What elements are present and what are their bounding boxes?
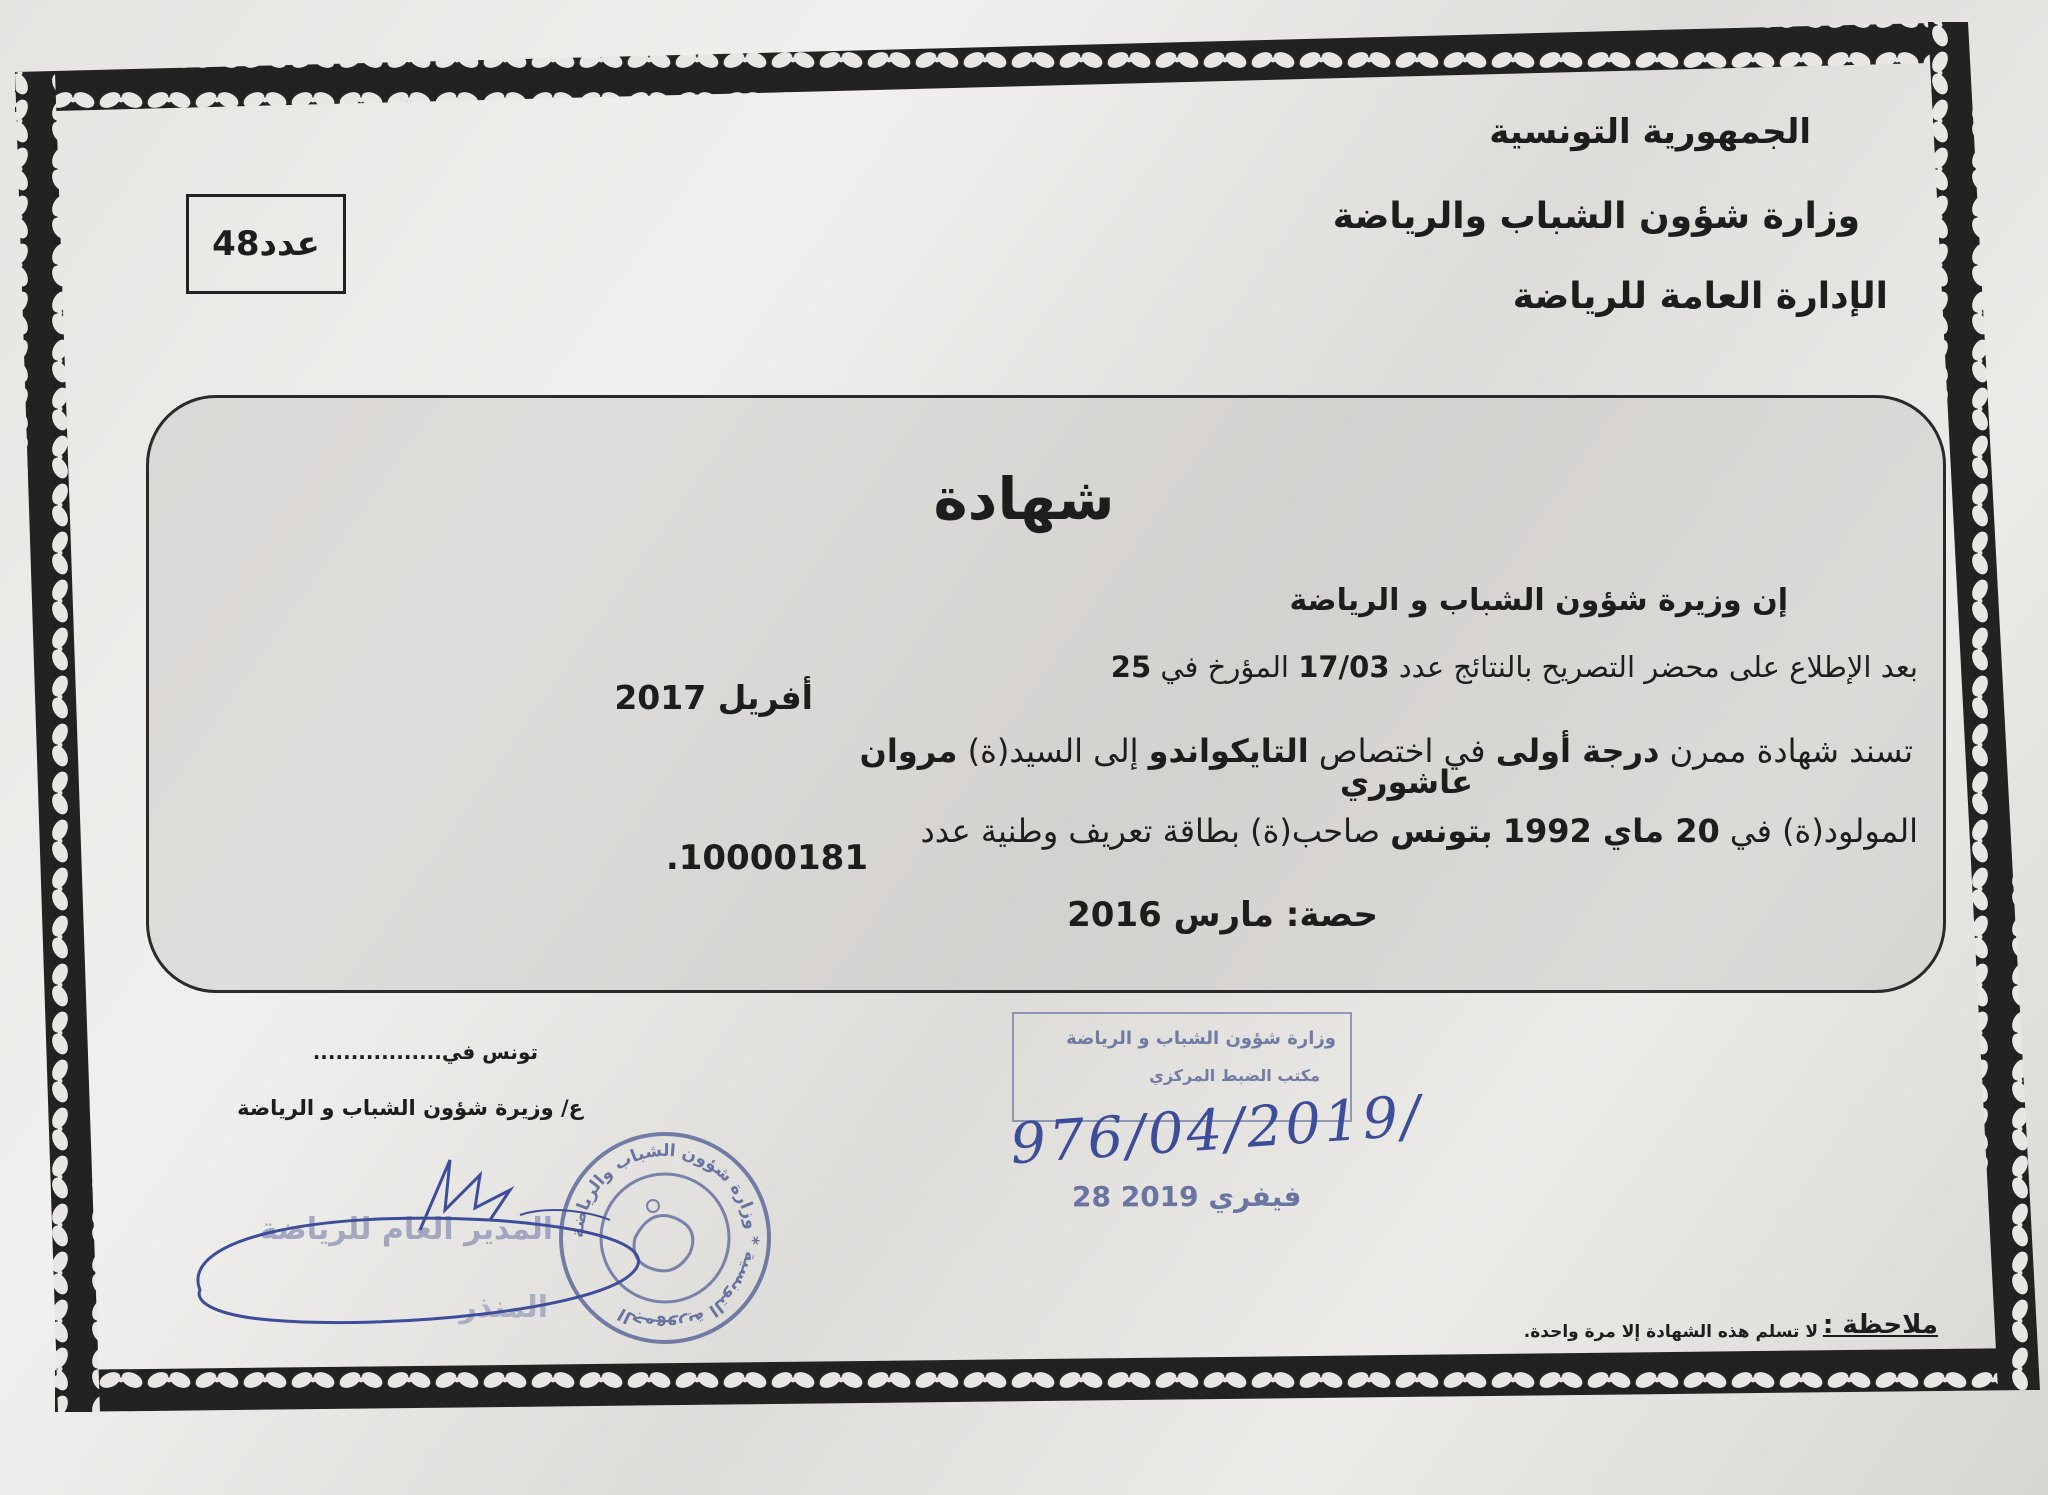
header-ministry: وزارة شؤون الشباب والرياضة xyxy=(1332,196,1860,237)
session-value: مارس 2016 xyxy=(1067,895,1274,935)
registry-stamp-line-1: وزارة شؤون الشباب و الرياضة xyxy=(1066,1028,1336,1049)
line3-suffix: إلى السيد(ة) xyxy=(967,732,1139,770)
holder-last-name: عاشوري xyxy=(1339,763,1473,801)
session-label: حصة: xyxy=(1285,895,1378,935)
line5-suffix: صاحب(ة) بطاقة تعريف وطنية عدد xyxy=(920,812,1380,850)
signature-scribble xyxy=(190,1150,670,1350)
header-republic: الجمهورية التونسية xyxy=(1489,112,1811,152)
round-stamp-text: الجمهورية التونسية * وزارة شؤون الشباب والرياضة xyxy=(567,1140,763,1336)
line3-middle: في اختصاص xyxy=(1318,732,1486,770)
line5-prefix: المولود(ة) في xyxy=(1729,812,1918,850)
signatory-line: ع/ وزيرة شؤون الشباب و الرياضة xyxy=(237,1096,583,1120)
top-border xyxy=(15,22,1968,112)
national-id-number: 10000181. xyxy=(665,838,868,878)
note-label: ملاحظة : xyxy=(1822,1310,1938,1340)
left-border xyxy=(15,72,100,1412)
body-line-5 xyxy=(921,812,1918,850)
birth-date: 20 ماي 1992 xyxy=(1502,812,1720,850)
report-day: 25 xyxy=(1110,650,1152,684)
holder-first-name: مروان xyxy=(859,732,958,770)
registry-stamp-line-2: مكتب الضبط المركزي xyxy=(1149,1066,1320,1085)
handwritten-registration-number: 976/04/2019/ xyxy=(1008,1083,1426,1178)
discipline: التايكواندو xyxy=(1148,732,1309,770)
coach-degree: درجة أولى xyxy=(1495,732,1660,770)
body-line-2: أفريل 2017 xyxy=(614,678,813,717)
bottom-border xyxy=(55,1348,2030,1412)
line1-middle: المؤرخ في xyxy=(1160,650,1289,684)
note-text: لا تسلم هذه الشهادة إلا مرة واحدة. xyxy=(1523,1322,1818,1342)
place-date-line: تونس في................. xyxy=(312,1040,538,1064)
line1-prefix: بعد الإطلاع على محضر التصريح بالنتائج عدد xyxy=(1398,650,1918,684)
registration-date-stamp: 28 فيفري 2019 xyxy=(1072,1180,1302,1213)
header-directorate: الإدارة العامة للرياضة xyxy=(1512,276,1888,317)
signature-name-text: المنذر xyxy=(459,1290,548,1325)
body-line-1 xyxy=(1111,650,1918,684)
signature-title-text: المدير العام للرياضة xyxy=(259,1212,553,1247)
report-number: 17/03 xyxy=(1298,650,1390,684)
certificate-number: عدد48 xyxy=(186,194,346,294)
certificate-intro: إن وزيرة شؤون الشباب و الرياضة xyxy=(1289,583,1788,618)
certificate-title: شهادة xyxy=(933,465,1115,533)
line3-prefix: تسند شهادة ممرن xyxy=(1669,732,1913,770)
birth-place: بتونس xyxy=(1390,812,1493,850)
session-line xyxy=(1067,895,1378,935)
